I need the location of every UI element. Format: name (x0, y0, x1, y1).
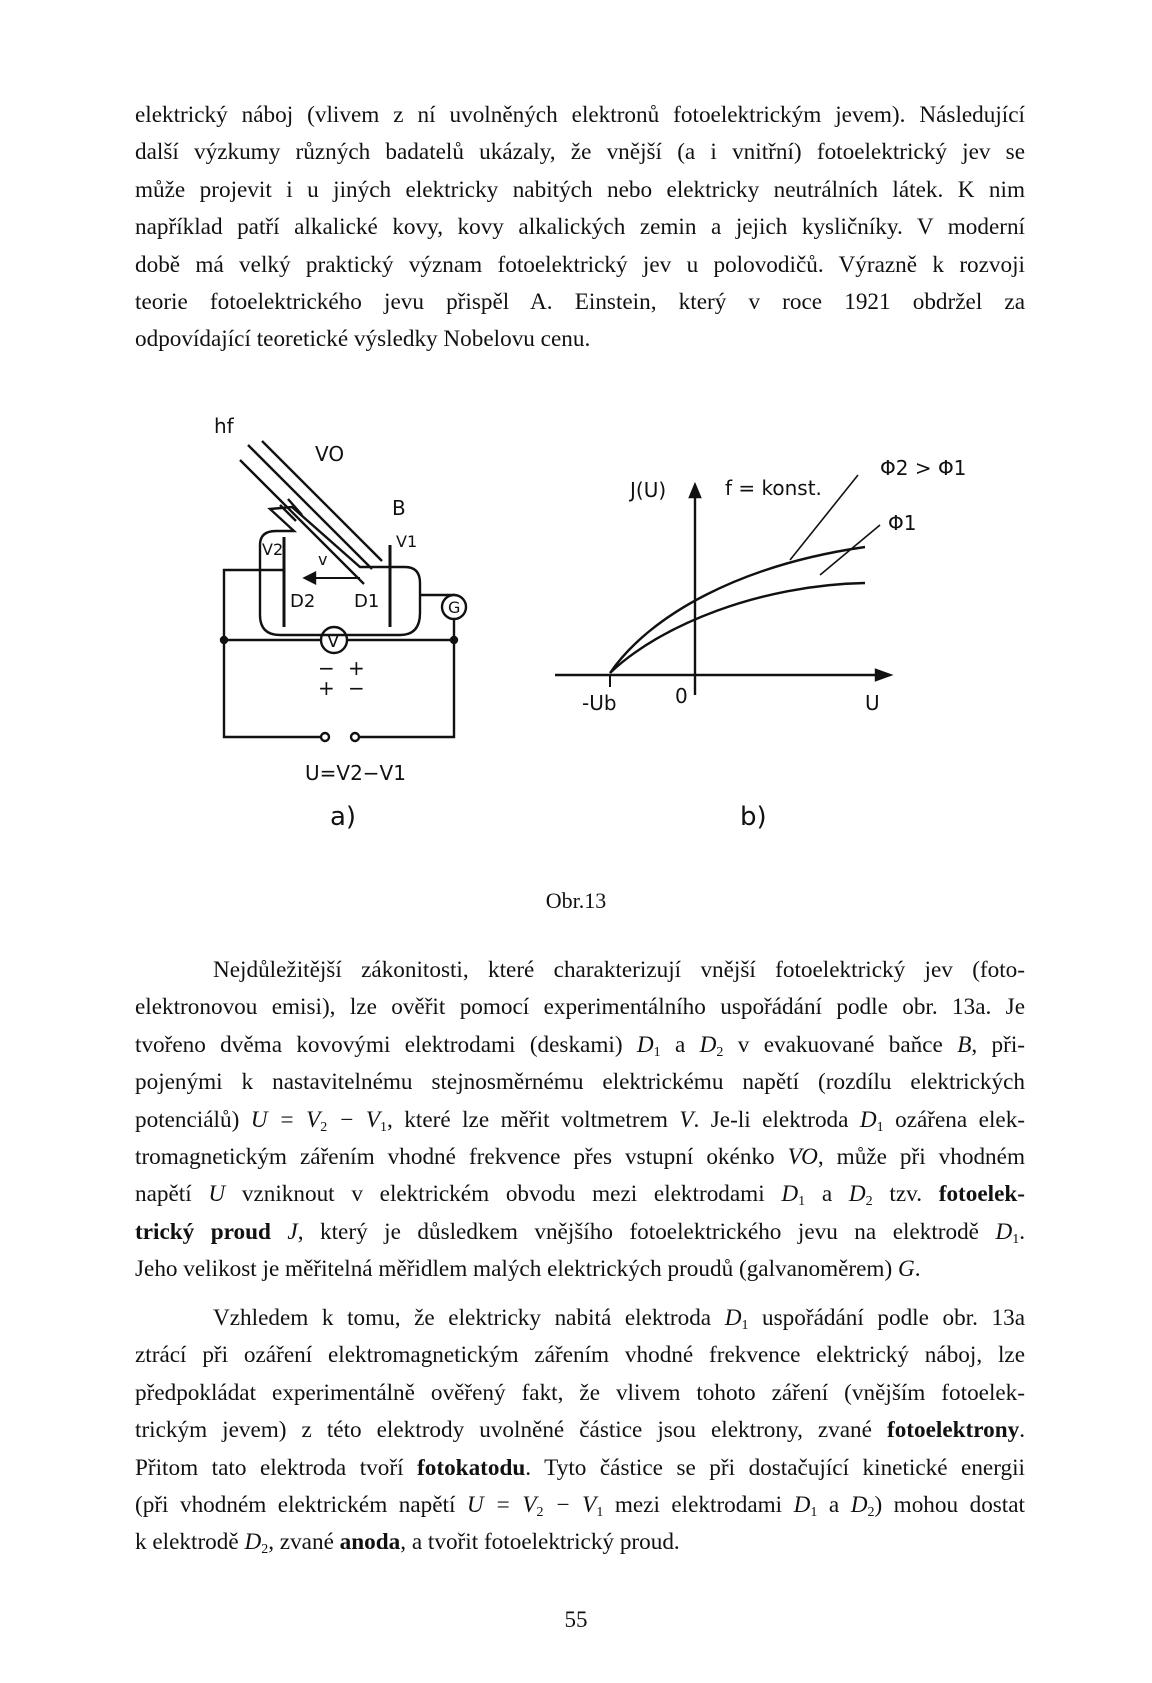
label-y-axis: J(U) (630, 478, 667, 502)
curve-phi1 (610, 583, 865, 673)
figure-13 (200, 414, 1000, 835)
label-minus-right: − (348, 676, 365, 700)
text-line: další výzkumy různých badatelů ukázaly, že vnější (a i vnitřní) fotoelektrický jev se (135, 139, 1025, 166)
label-part-a: a) (330, 802, 357, 832)
label-v2: V2 (262, 540, 284, 559)
label-zero: 0 (675, 684, 688, 708)
circuit-wire (360, 595, 454, 737)
text-line: teorie fotoelektrického jevu přispěl A. Einstein, který v roce 1921 obdržel za (135, 289, 1025, 316)
label-g: G (448, 598, 461, 617)
apparatus-labels (214, 414, 460, 832)
text-line: Vzhledem k tomu, že elektricky nabitá elektroda $D_1$ uspořádání podle obr. 13a (213, 1305, 1025, 1333)
label-v: v (318, 550, 328, 569)
label-minus-left: − (318, 656, 335, 680)
text-line: trickým jevem) z této elektrody uvolněné částice jsou elektrony, zvané fotoelektrony. (135, 1417, 1025, 1444)
text-line: pojenými k nastavitelnému stejnosměrnému elektrickému napětí (rozdílu elektrických (135, 1069, 1025, 1096)
text-line: Přitom tato elektroda tvoří fotokatodu. Tyto částice se při dostačující kinetické energii (135, 1454, 1025, 1481)
apparatus-diagram (221, 441, 466, 741)
label-neg-ub: -Ub (582, 691, 617, 715)
text-line: může projevit i u jiných elektricky nabitých nebo elektricky neutrálních látek. K nim (135, 176, 1025, 203)
text-line: elektrický náboj (vlivem z ní uvolněných elektronů fotoelektrickým jevem). Následující (135, 102, 1025, 128)
text-line: například patří alkalické kovy, kovy alkalických zemin a jejich kysličníky. V moderní (135, 214, 1025, 241)
label-x-axis: U (865, 691, 880, 715)
text-line: odpovídající teoretické výsledky Nobelovu cenu. (135, 326, 591, 353)
text-line: napětí U vzniknout v elektrickém obvodu mezi elektrodami $D_1$ a $D_2$ tzv. fotoelek- (135, 1181, 1026, 1210)
text-line: potenciálů) $U = V_2 - V_1$, které lze měřit voltmetrem V. Je-li elektroda $D_1$ ozářena elek- (135, 1106, 1026, 1135)
label-vo: VO (315, 442, 345, 466)
label-part-b: b) (740, 802, 767, 832)
text-line: ztrácí při ozáření elektromagnetickým zářením vhodné frekvence elektrický náboj, lze (135, 1342, 1025, 1369)
text-line: Jeho velikost je měřitelná měřidlem malých elektrických proudů (galvanoměrem) G. (135, 1256, 921, 1283)
text-line: době má velký praktický význam fotoelektrický jev u polovodičů. Výrazně k rozvoji (135, 251, 1025, 278)
text-line: předpokládat experimentálně ověřený fakt, že vlivem tohoto záření (vnějším fotoelek- (135, 1379, 1025, 1406)
text-line: trický proud J, který je důsledkem vnějšího fotoelektrického jevu na elektrodě $D_1$. (135, 1218, 1026, 1247)
text-line: tvořeno dvěma kovovými elektrodami (deskami) $D_1$ a $D_2$ v evakuované baňce B, při- (135, 1031, 1026, 1060)
label-plus-right: + (348, 656, 365, 680)
label-phi-relation: Φ2 > Φ1 (880, 456, 967, 480)
label-plus-left: + (318, 676, 335, 700)
label-u-equation: U=V2−V1 (305, 761, 406, 785)
page-number: 55 (564, 1607, 588, 1632)
pointer-line (820, 525, 880, 575)
text-line: (při vhodném elektrickém napětí $U = V_2 - V_1$ mezi elektrodami $D_1$ a $D_2$) mohou dostat (135, 1492, 1025, 1521)
label-b: B (392, 496, 406, 520)
figure-caption: Obr.13 (545, 888, 607, 913)
graph-labels (582, 456, 966, 832)
intro-paragraph (135, 97, 1025, 359)
label-f-const: f = konst. (725, 476, 822, 500)
photocurrent-graph (555, 475, 890, 695)
light-ray (240, 460, 364, 584)
text-line: k elektrodě $D_2$, zvané anoda, a tvořit fotoelektrický proud. (135, 1529, 680, 1558)
label-phi1: Φ1 (888, 511, 917, 535)
label-hf: hf (214, 414, 234, 438)
paragraph-2 (135, 952, 1025, 1289)
paragraph-3 (135, 1300, 1025, 1562)
label-voltmeter: V (327, 631, 340, 652)
label-v1: V1 (396, 532, 418, 551)
text-line: Nejdůležitější zákonitosti, které charakterizují vnější fotoelektrický jev (foto- (213, 957, 1025, 983)
curve-phi2 (610, 547, 865, 673)
text-line: tromagnetickým zářením vhodné frekvence přes vstupní okénko VO, může při vhodném (135, 1144, 1025, 1171)
label-d2: D2 (290, 591, 316, 612)
text-line: elektronovou emisi), lze ověřit pomocí experimentálního uspořádání podle obr. 13a. Je (135, 994, 1025, 1021)
label-d1: D1 (354, 591, 380, 612)
